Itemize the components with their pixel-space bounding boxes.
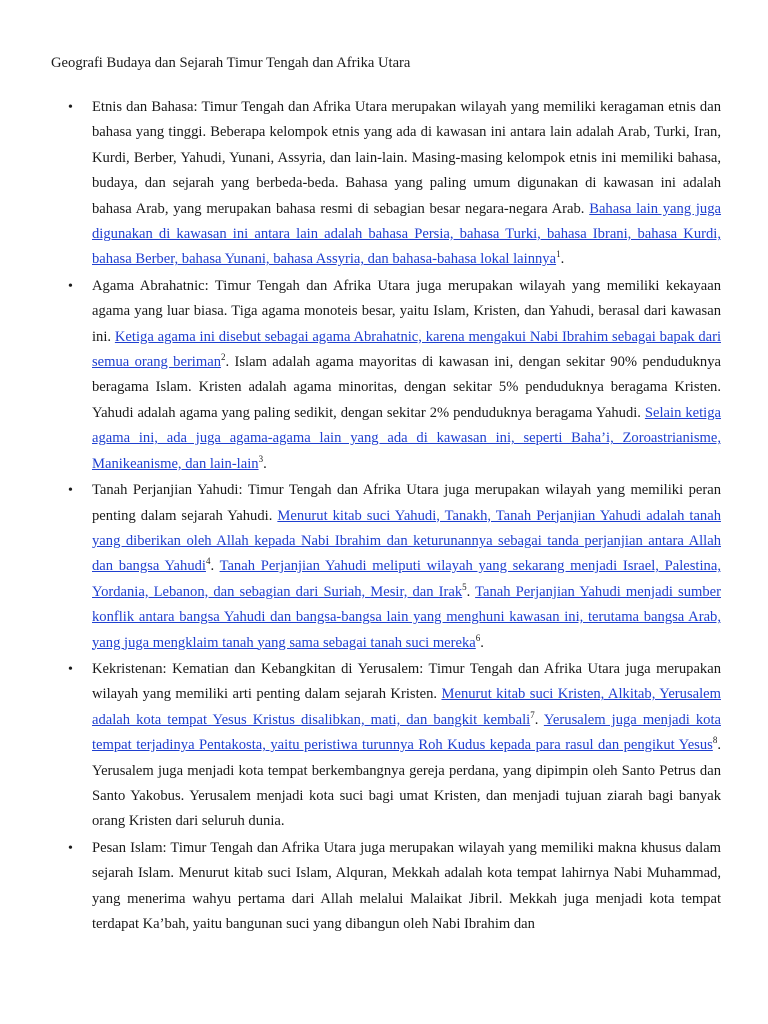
footnote-ref[interactable]: 6 — [475, 632, 481, 643]
bullet-pesan-islam — [92, 836, 721, 938]
citation-link[interactable]: Yerusalem juga menjadi kota tempat terjadinya Pentakosta, yaitu peristiwa turunnya Roh Kudus kepada para rasul dan pengikut Yesus — [92, 711, 721, 754]
citation-link[interactable]: Tanah Perjanjian Yahudi meliputi wilayah yang sekarang menjadi Israel, Palestina, Yordania, Lebanon, dan sebagian dari Suriah, Mesir, dan Irak — [92, 558, 721, 600]
bullet-kekristenan — [92, 657, 721, 835]
bullet-agama-abrahatnic — [92, 274, 721, 477]
paragraph-text: . — [466, 583, 476, 600]
paragraph-text: . — [480, 634, 484, 651]
citation-link[interactable]: Ketiga agama ini disebut sebagai agama Abrahatnic, karena mengakui Nabi Ibrahim sebagai bapak dari semua orang beriman — [92, 328, 722, 371]
paragraph-text: . Yerusalem juga menjadi kota tempat berkembangnya gereja perdana, yang dipimpin oleh Santo Petrus dan Santo Yakobus. Yerusalem menjadi kota suci bagi umat Kristen, dan menjadi tujuan ziarah bagi banyak orang Kristen dari seluruh dunia. — [92, 737, 721, 830]
paragraph-text: Pesan Islam: Timur Tengah dan Afrika Utara juga merupakan wilayah yang memiliki makna khusus dalam sejarah Islam. Menurut kitab suci Islam, Alquran, Mekkah adalah kota tempat lahirnya Nabi Muhammad, yang menerima wahyu pertama dari Allah melalui Malaikat Jibril. Mekkah juga menjadi kota tempat terdapat Ka’bah, yaitu bangunan suci yang dibangun oleh Nabi Ibrahim dan — [92, 839, 721, 932]
citation-link[interactable]: Bahasa lain yang juga digunakan di kawasan ini antara lain adalah bahasa Persia, bahasa Turki, bahasa Ibrani, bahasa Kurdi, bahasa Berber, bahasa Yunani, bahasa Assyria, dan bahasa-bahasa lokal lainnya — [92, 200, 722, 268]
bullet-tanah-perjanjian-yahudi — [92, 478, 721, 656]
paragraph-text: Tanah Perjanjian Yahudi: Timur Tengah dan Afrika Utara juga merupakan wilayah yang memiliki peran penting dalam sejarah Yahudi. — [92, 482, 721, 524]
paragraph-text: Etnis dan Bahasa: Timur Tengah dan Afrika Utara merupakan wilayah yang memiliki keragaman etnis dan bahasa yang tinggi. Beberapa kelompok etnis yang ada di kawasan ini antara lain adalah Arab, Turki, Iran, Kurdi, Berber, Yahudi, Yunani, Assyria, dan lain-lain. Masing-masing kelompok etnis ini memiliki bahasa, budaya, dan sejarah yang berbeda-beda. Bahasa yang paling umum digunakan di kawasan ini adalah bahasa Arab, yang merupakan bahasa resmi di sebagian besar negara-negara Arab. — [92, 99, 721, 217]
paragraph-text: . — [263, 455, 267, 472]
paragraph-text: . — [210, 558, 220, 575]
paragraph-text: . — [560, 251, 565, 268]
citation-link[interactable]: Selain ketiga agama ini, ada juga agama-agama lain yang ada di kawasan ini, seperti Baha’i, Zoroastrianisme, Manikeanisme, dan lain-lain — [92, 404, 721, 472]
footnote-ref[interactable]: 3 — [258, 453, 264, 464]
footnote-ref[interactable]: 2 — [221, 352, 226, 363]
document-title: Geografi Budaya dan Sejarah Timur Tengah dan Afrika Utara — [51, 55, 411, 71]
paragraph-text: . Islam adalah agama mayoritas di kawasan ini, dengan sekitar 90% penduduknya beragama Islam. Kristen adalah agama minoritas, dengan sekitar 5% penduduknya beragama Kristen. Yahudi adalah agama yang paling sedikit, dengan sekitar 2% penduduknya beragama Yahudi. — [92, 354, 722, 421]
citation-link[interactable]: Menurut kitab suci Kristen, Alkitab, Yerusalem adalah kota tempat Yesus Kristus disalibkan, mati, dan bangkit kembali — [92, 686, 721, 728]
paragraph-text: . — [534, 711, 544, 728]
paragraph-text: Kekristenan: Kematian dan Kebangkitan di Yerusalem: Timur Tengah dan Afrika Utara juga merupakan wilayah yang memiliki arti penting dalam sejarah Kristen. — [92, 660, 721, 703]
footnote-ref[interactable]: 8 — [712, 735, 718, 746]
footnote-ref[interactable]: 7 — [530, 709, 535, 720]
footnote-ref[interactable]: 4 — [205, 556, 211, 567]
paragraph-text: Agama Abrahatnic: Timur Tengah dan Afrika Utara juga merupakan wilayah yang memiliki kekayaan agama yang luar biasa. Tiga agama monoteis besar, yaitu Islam, Kristen, dan Yahudi, berasal dari kawasan ini. — [92, 277, 721, 345]
citation-link[interactable]: Tanah Perjanjian Yahudi menjadi sumber konflik antara bangsa Yahudi dan bangsa-bangsa lain yang menghuni kawasan ini, terutama bangsa Arab, yang juga mengklaim tanah yang sama sebagai tanah suci mereka — [92, 583, 721, 651]
bullet-etnis-dan-bahasa — [92, 95, 721, 273]
footnote-ref[interactable]: 5 — [462, 581, 467, 592]
footnote-ref[interactable]: 1 — [556, 249, 561, 260]
citation-link[interactable]: Menurut kitab suci Yahudi, Tanakh, Tanah Perjanjian Yahudi adalah tanah yang diberikan oleh Allah kepada Nabi Ibrahim dan keturunannya sebagai tanda perjanjian antara Allah dan bangsa Yahudi — [92, 507, 721, 575]
bullet-list — [92, 95, 721, 938]
